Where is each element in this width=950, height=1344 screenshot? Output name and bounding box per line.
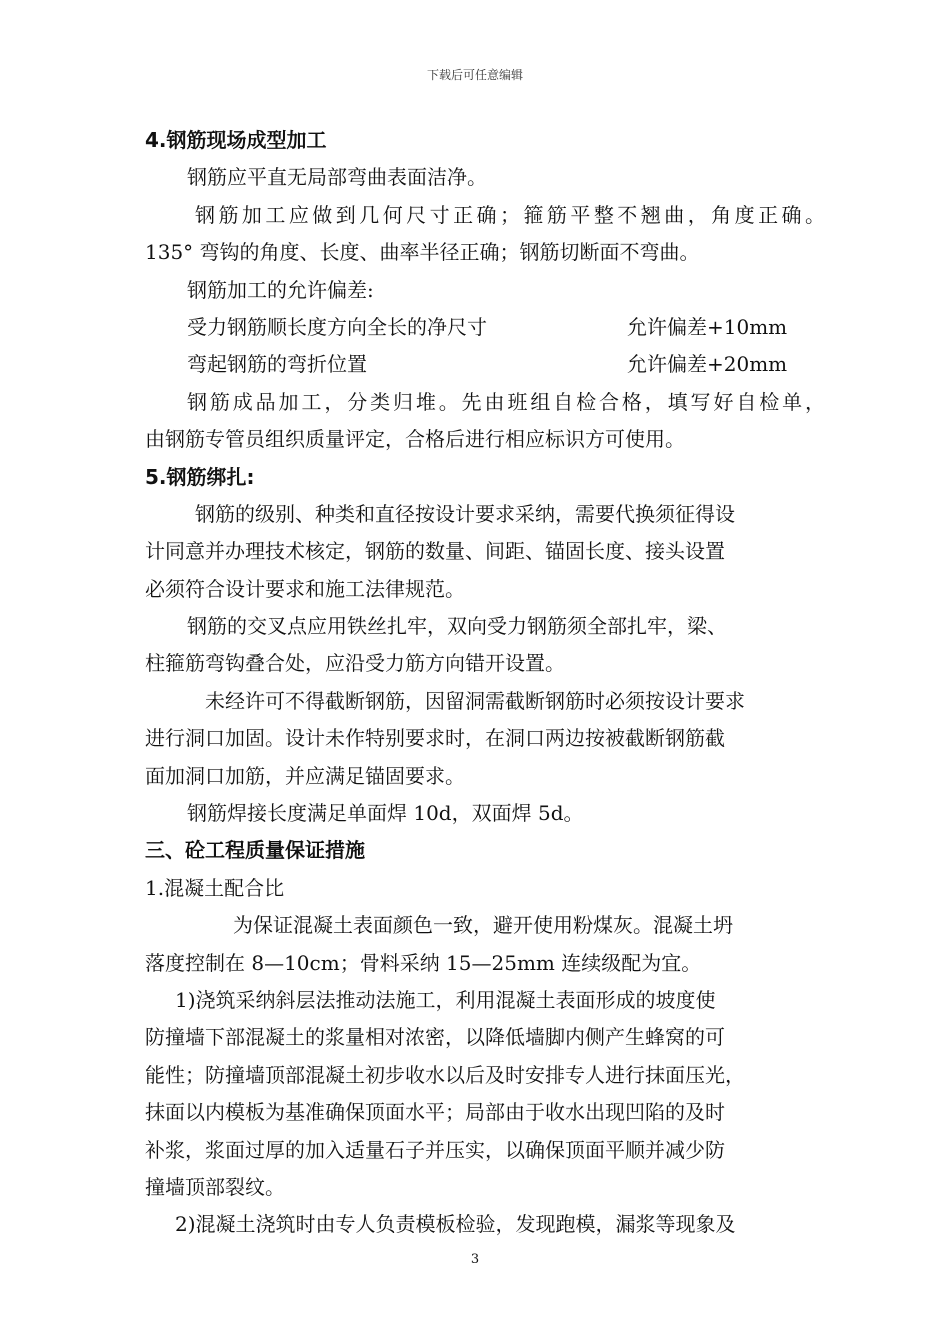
paragraph: 2)混凝土浇筑时由专人负责模板检验，发现跑模，漏浆等现象及 [175,1212,736,1237]
subsection-heading-mix-ratio: 1.混凝土配合比 [145,875,285,900]
paragraph: 抹面以内模板为基准确保顶面水平；局部由于收水出现凹陷的及时 [145,1100,725,1125]
deviation-value: 允许偏差+20mm [627,352,788,377]
paragraph: 未经许可不得截断钢筋，因留洞需截断钢筋时必须按设计要求 [205,688,745,713]
paragraph: 钢筋焊接长度满足单面焊 10d，双面焊 5d。 [187,801,584,826]
section-heading-rebar-binding: 5.钢筋绑扎: [145,464,255,489]
paragraph: 落度控制在 8—10cm；骨料采纳 15—25mm 连续级配为宜。 [145,950,702,975]
paragraph: 由钢筋专管员组织质量评定，合格后进行相应标识方可使用。 [145,427,685,452]
deviation-item: 受力钢筋顺长度方向全长的净尺寸 [187,314,487,339]
page-header: 下载后可任意编辑 [426,68,523,82]
page-number: 3 [470,1252,480,1267]
paragraph: 面加洞口加筋，并应满足锚固要求。 [145,763,465,788]
document-body [145,122,825,1244]
paragraph: 钢筋的交叉点应用铁丝扎牢，双向受力钢筋须全部扎牢，梁、 [187,614,727,639]
paragraph: 必须符合设计要求和施工法律规范。 [145,576,465,601]
paragraph: 计同意并办理技术核定，钢筋的数量、间距、锚固长度、接头设置 [145,539,725,564]
paragraph: 能性；防撞墙顶部混凝土初步收水以后及时安排专人进行抹面压光， [145,1062,745,1087]
deviation-row [145,346,825,383]
paragraph: 钢筋应平直无局部弯曲表面洁净。 [187,165,487,190]
paragraph: 柱箍筋弯钩叠合处，应沿受力筋方向错开设置。 [145,651,565,676]
deviation-value: 允许偏差+10mm [627,314,788,339]
paragraph: 为保证混凝土表面颜色一致，避开使用粉煤灰。混凝土坍 [233,913,733,938]
paragraph: 钢筋的级别、种类和直径按设计要求采纳，需要代换须征得设 [195,501,735,526]
paragraph: 进行洞口加固。设计未作特别要求时，在洞口两边按被截断钢筋截 [145,726,725,751]
paragraph: 防撞墙下部混凝土的浆量相对浓密，以降低墙脚内侧产生蜂窝的可 [145,1025,725,1050]
paragraph: 钢筋加工应做到几何尺寸正确；箍筋平整不翘曲，角度正确。 [195,202,825,227]
deviation-row [145,309,825,346]
deviation-item: 弯起钢筋的弯折位置 [187,352,367,377]
paragraph: 钢筋成品加工，分类归堆。先由班组自检合格，填写好自检单， [187,389,825,414]
paragraph: 补浆，浆面过厚的加入适量石子并压实，以确保顶面平顺并减少防 [145,1137,725,1162]
paragraph: 撞墙顶部裂纹。 [145,1174,285,1199]
paragraph: 135° 弯钩的角度、长度、曲率半径正确；钢筋切断面不弯曲。 [145,240,700,265]
paragraph: 钢筋加工的允许偏差: [187,277,374,302]
section-heading-concrete-quality: 三、砼工程质量保证措施 [145,838,365,863]
section-heading-rebar-forming: 4.钢筋现场成型加工 [145,128,327,152]
paragraph: 1)浇筑采纳斜层法推动法施工，利用混凝土表面形成的坡度使 [175,987,716,1012]
